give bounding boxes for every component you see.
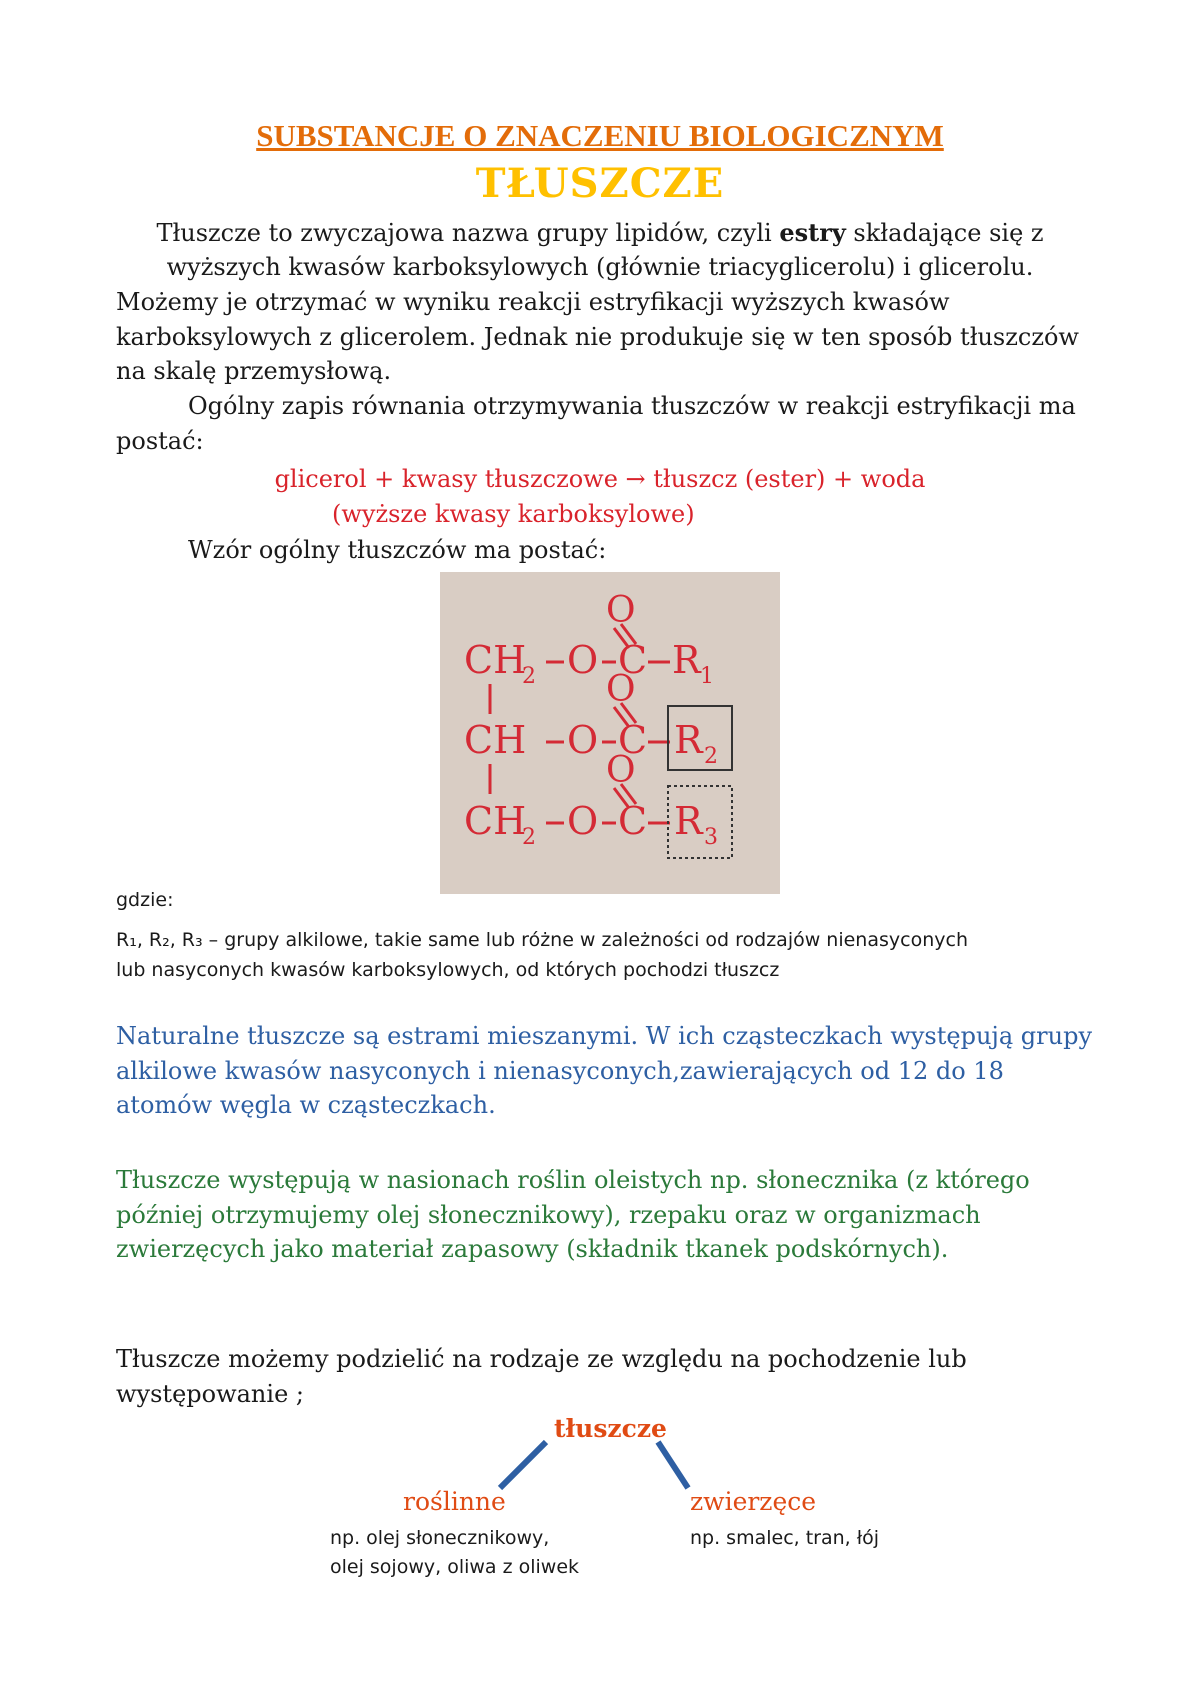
formula-r3-sub: 3 xyxy=(704,825,718,850)
formula-ch2-bottom-sub: 2 xyxy=(522,825,536,850)
formula-o-1: O xyxy=(606,590,636,631)
equation-intro: Ogólny zapis równania otrzymywania tłuszczów w reakcji estryfikacji ma postać: xyxy=(116,392,1076,455)
formula-o-row2: O xyxy=(567,718,599,762)
tree-right-label: zwierzęce xyxy=(690,1487,817,1516)
formula-ch2-top: CH xyxy=(464,638,527,682)
intro-text-a: Tłuszcze to zwyczajowa nazwa grupy lipidów, czyli xyxy=(156,219,780,247)
tree-left-example-line-1: np. olej słonecznikowy, xyxy=(330,1527,550,1549)
page-title: TŁUSZCZE xyxy=(475,160,725,207)
page-heading: SUBSTANCJE O ZNACZENIU BIOLOGICZNYM xyxy=(256,118,944,153)
natural-fats-paragraph: Naturalne tłuszcze są estrami mieszanymi. W ich cząsteczkach występują grupy alkilowe kwasów nasyconych i nienasyconych,zawierających od 12 do 18 atomów węgla w cząsteczkach. xyxy=(116,1022,1092,1119)
formula-r1-sub: 1 xyxy=(700,664,714,689)
division-paragraph: Tłuszcze możemy podzielić na rodzaje ze względu na pochodzenie lub występowanie ; xyxy=(116,1345,967,1408)
intro-text-b: składające się z xyxy=(845,219,1044,247)
formula-o-row1: O xyxy=(567,638,599,682)
tree-right-examples: np. smalec, tran, łój xyxy=(690,1527,880,1549)
tree-left-examples xyxy=(330,1524,620,1582)
formula-ch2-bottom: CH xyxy=(464,799,527,843)
formula-o-row3: O xyxy=(567,799,599,843)
tree-root-label: tłuszcze xyxy=(554,1414,667,1443)
where-label: gdzie: xyxy=(116,889,174,911)
formula-c-row3: C xyxy=(618,799,648,843)
triglyceride-formula-image xyxy=(440,572,780,894)
formula-ch-mid: CH xyxy=(464,718,527,762)
tree-branch-left xyxy=(500,1442,546,1488)
formula-o-3: O xyxy=(606,750,636,791)
formula-r-row1: R xyxy=(672,638,701,682)
where-text-line-1: R₁, R₂, R₃ – grupy alkilowe, takie same lub różne w zależności od rodzajów nienasyconych xyxy=(116,929,968,951)
formula-ch2-top-sub: 2 xyxy=(522,664,536,689)
intro-line-2: wyższych kwasów karboksylowych (głównie triacyglicerolu) i glicerolu. xyxy=(166,253,1034,281)
equation-line: glicerol + kwasy tłuszczowe → tłuszcz (ester) + woda xyxy=(274,465,926,493)
formula-r-row2: R xyxy=(674,718,703,762)
tree-branch-lines xyxy=(490,1438,700,1494)
intro-paragraph: Możemy je otrzymać w wyniku reakcji estryfikacji wyższych kwasów karboksylowych z glicerolem. Jednak nie produkuje się w ten sposób tłuszczów na skalę przemysłową. xyxy=(116,288,1079,385)
formula-intro: Wzór ogólny tłuszczów ma postać: xyxy=(188,536,607,564)
formula-o-2: O xyxy=(606,669,636,710)
where-text-line-2: lub nasyconych kwasów karboksylowych, od których pochodzi tłuszcz xyxy=(116,959,780,981)
formula-c-row1: C xyxy=(618,638,648,682)
intro-bold-estry: estry xyxy=(779,218,846,247)
intro-line-1 xyxy=(0,216,1200,251)
formula-r-row3: R xyxy=(674,799,703,843)
tree-branch-right xyxy=(658,1442,688,1488)
formula-c-row2: C xyxy=(618,718,648,762)
formula-r2-sub: 2 xyxy=(704,744,718,769)
occurrence-paragraph: Tłuszcze występują w nasionach roślin oleistych np. słonecznika (z którego później otrzymujemy olej słonecznikowy), rzepaku oraz w organizmach zwierzęcych jako materiał zapasowy (składnik tkanek podskórnych). xyxy=(116,1166,1030,1263)
equation-subtext: (wyższe kwasy karboksylowe) xyxy=(332,500,695,528)
tree-left-example-line-2: olej sojowy, oliwa z oliwek xyxy=(330,1556,580,1578)
tree-left-label: roślinne xyxy=(403,1487,506,1516)
